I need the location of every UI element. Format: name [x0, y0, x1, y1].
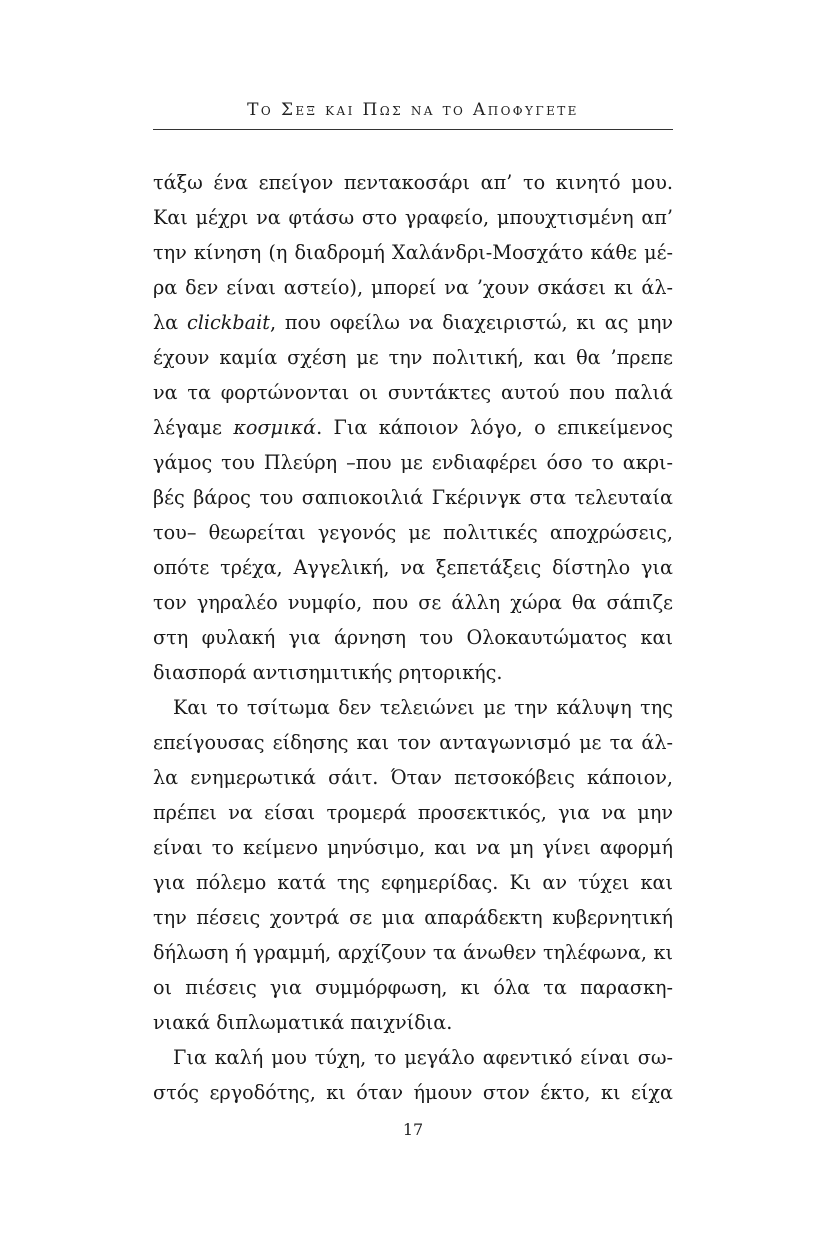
italic-term: κοσμικά [233, 416, 317, 439]
text-line: τάξω ένα επείγον πεντακοσάρι απ’ το κινητό μου. [153, 171, 673, 194]
text-line: στός εργοδότης, κι όταν ήμουν στον έκτο, κι είχα [153, 1081, 673, 1104]
text-line: στη φυλακή για άρνηση του Ολοκαυτώματος και [153, 626, 673, 649]
text-run: , που οφείλω να διαχειριστώ, κι ας μην [269, 311, 673, 334]
text-line: οπότε τρέχα, Αγγελική, να ξεπετάξεις δίστηλο για [153, 556, 673, 579]
text-line: την πέσεις χοντρά σε μια απαράδεκτη κυβερνητική [153, 906, 673, 929]
text-line: για πόλεμο κατά της εφημερίδας. Κι αν τύχει και [153, 871, 673, 894]
text-line: οι πιέσεις για συμμόρφωση, κι όλα τα παρασκη- [153, 976, 673, 999]
text-line: γάμος του Πλεύρη –που με ενδιαφέρει όσο το ακρι- [153, 451, 673, 474]
text-line: Για καλή μου τύχη, το μεγάλο αφεντικό είναι σω- [173, 1046, 673, 1069]
text-line: έχουν καμία σχέση με την πολιτική, και θα ’πρεπε [153, 346, 673, 369]
text-line: βές βάρος του σαπιοκοιλιά Γκέρινγκ στα τελευταία [153, 486, 673, 509]
text-line: Και μέχρι να φτάσω στο γραφείο, μπουχτισμένη απ’ [153, 206, 673, 229]
text-line: του– θεωρείται γεγονός με πολιτικές αποχρώσεις, [153, 521, 673, 544]
text-line: τον γηραλέο νυμφίο, που σε άλλη χώρα θα σάπιζε [153, 591, 673, 614]
text-line: λα ενημερωτικά σάιτ. Όταν πετσοκόβεις κάποιον, [153, 766, 673, 789]
header-rule [153, 129, 673, 130]
text-line: την κίνηση (η διαδρομή Χαλάνδρι-Μοσχάτο κάθε μέ- [153, 241, 673, 264]
text-line: πρέπει να είσαι τρομερά προσεκτικός, για να μην [153, 801, 673, 824]
text-line: να τα φορτώνονται οι συντάκτες αυτού που παλιά [153, 381, 673, 404]
italic-term: clickbait [186, 311, 270, 334]
text-line: δήλωση ή γραμμή, αρχίζουν τα άνωθεν τηλέφωνα, κι [153, 941, 673, 964]
text-line: είναι το κείμενο μηνύσιμο, και να μη γίνει αφορμή [153, 836, 673, 859]
text-run: . Για κάποιον λόγο, ο επικείμενος [316, 416, 673, 439]
body-text [153, 165, 673, 1110]
text-line [153, 305, 673, 340]
running-head-title: Το Σεξ και Πως να το Αποφυγετε [247, 100, 579, 120]
text-run: λέγαμε [153, 416, 234, 439]
text-line: νιακά διπλωματικά παιχνίδια. [153, 1011, 453, 1034]
text-line: επείγουσας είδησης και τον ανταγωνισμό με τα άλ- [153, 731, 673, 754]
text-run: λα [153, 311, 187, 334]
page-number: 17 [402, 1120, 424, 1139]
text-line: διασπορά αντισημιτικής ρητορικής. [153, 661, 503, 684]
text-line: ρα δεν είναι αστείο), μπορεί να ’χουν σκάσει κι άλ- [153, 276, 673, 299]
text-line [153, 410, 673, 445]
text-line: Και το τσίτωμα δεν τελειώνει με την κάλυψη της [173, 696, 673, 719]
